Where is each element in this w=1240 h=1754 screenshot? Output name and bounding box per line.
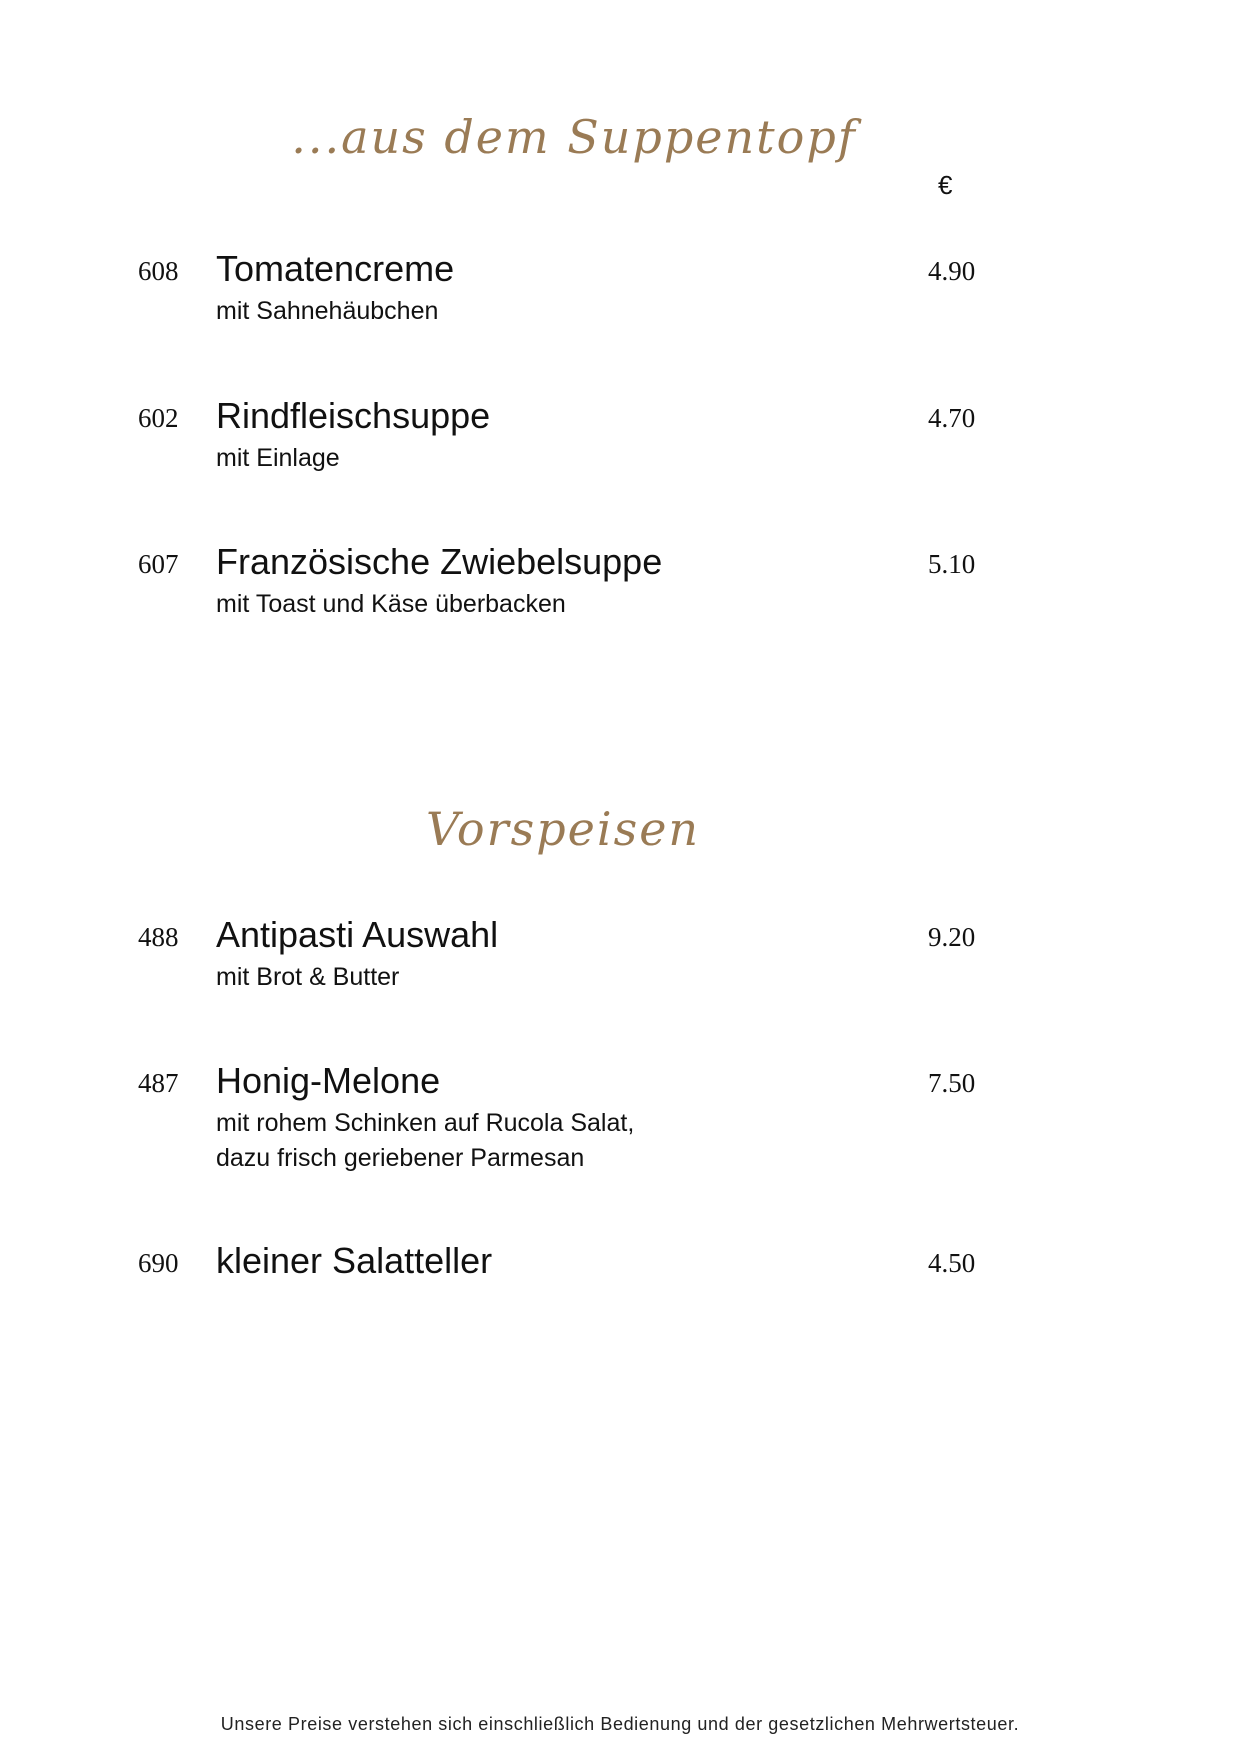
item-name: Rindfleischsuppe	[216, 395, 491, 436]
item-description: mit Toast und Käse überbacken	[216, 590, 566, 618]
item-name: Tomatencreme	[216, 248, 455, 289]
item-price: 5.10	[928, 549, 976, 579]
item-number: 607	[138, 549, 179, 579]
item-price: 4.90	[928, 256, 976, 286]
item-description-line-2: dazu frisch geriebener Parmesan	[216, 1144, 585, 1172]
item-price: 4.50	[928, 1248, 976, 1278]
item-description: mit Einlage	[216, 444, 340, 472]
item-price: 9.20	[928, 922, 976, 952]
item-description: mit Sahnehäubchen	[216, 297, 439, 325]
item-number: 602	[138, 403, 179, 433]
item-name: kleiner Salatteller	[216, 1240, 493, 1281]
item-description: mit Brot & Butter	[216, 963, 400, 991]
item-price: 4.70	[928, 403, 976, 433]
item-description: mit rohem Schinken auf Rucola Salat,	[216, 1109, 635, 1137]
section-title-soups: ...aus dem Suppentopf	[291, 110, 857, 164]
item-number: 690	[138, 1248, 179, 1278]
item-name: Französische Zwiebelsuppe	[216, 541, 663, 582]
currency-label: €	[938, 170, 953, 200]
item-price: 7.50	[928, 1068, 976, 1098]
item-number: 608	[138, 256, 179, 286]
section-title-starters: Vorspeisen	[425, 802, 701, 856]
item-name: Honig-Melone	[216, 1060, 441, 1101]
item-name: Antipasti Auswahl	[216, 914, 499, 955]
item-number: 488	[138, 922, 179, 952]
footer-note: Unsere Preise verstehen sich einschließlich Bedienung und der gesetzlichen Mehrwertsteuer.	[220, 1714, 1020, 1734]
item-number: 487	[138, 1068, 179, 1098]
